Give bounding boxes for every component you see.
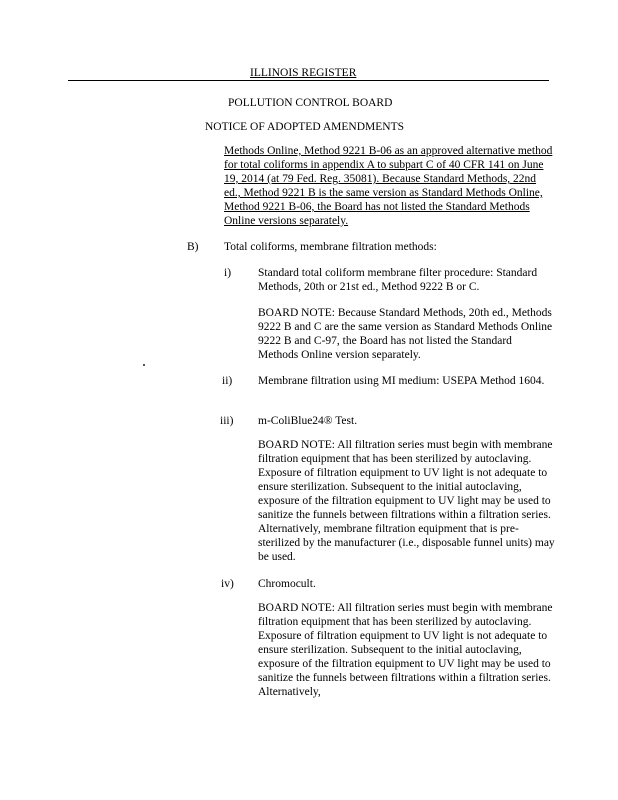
register-title: ILLINOIS REGISTER <box>250 67 357 79</box>
item-iii-label: iii) <box>220 415 234 427</box>
intro-paragraph: Methods Online, Method 9221 B-06 as an approved alternative method for total coliforms in appendix A to subpart C of 40 CFR 141 on June 19, 2014 (at 79 Fed. Reg. 35081). Because Standard Methods, 22nd ed., Method 9221 B is the same version as Standard Methods Online, Method 9221 B-06, the Board has not listed the Standard Methods Online versions separately. <box>224 145 553 227</box>
item-iv-text: Chromocult. <box>258 578 316 590</box>
header-rule <box>68 80 549 81</box>
item-i-note: BOARD NOTE: Because Standard Methods, 20th ed., Methods 9222 B and C are the same version as Standard Methods Online 9222 B and C-97, the Board has not listed the Standard Methods Online version separately. <box>258 307 553 361</box>
section-b-title: Total coliforms, membrane filtration methods: <box>224 241 437 253</box>
item-iv-label: iv) <box>221 578 234 590</box>
item-iii-note: BOARD NOTE: All filtration series must begin with membrane filtration equipment that has been sterilized by autoclaving. Exposure of filtration equipment to UV light is not adequate to ensure sterilization. Subsequent to the initial autoclaving, exposure of the filtration equipment to UV light may be used to sanitize the funnels between filtrations within a filtration series. Alternatively, membrane filtration equipment that is pre-sterilized by the manufacturer (i.e., disposable funnel units) may be used. <box>258 439 555 563</box>
notice-title: NOTICE OF ADOPTED AMENDMENTS <box>205 121 405 133</box>
board-name: POLLUTION CONTROL BOARD <box>228 97 393 109</box>
item-iii-text: m-ColiBlue24® Test. <box>258 415 358 427</box>
item-ii-label: ii) <box>222 375 233 387</box>
stray-mark <box>143 364 145 366</box>
item-i-text: Standard total coliform membrane filter procedure: Standard Methods, 20th or 21st ed., Method 9222 B or C. <box>258 267 538 293</box>
item-iv-note: BOARD NOTE: All filtration series must begin with membrane filtration equipment that has been sterilized by autoclaving. Exposure of filtration equipment to UV light is not adequate to ensure sterilization. Subsequent to the initial autoclaving, exposure of the filtration equipment to UV light may be used to sanitize the funnels between filtrations within a filtration series. Alternatively, <box>258 602 553 698</box>
item-ii-text: Membrane filtration using MI medium: USEPA Method 1604. <box>258 375 545 387</box>
item-i-label: i) <box>224 267 232 279</box>
section-b-label: B) <box>187 241 199 253</box>
